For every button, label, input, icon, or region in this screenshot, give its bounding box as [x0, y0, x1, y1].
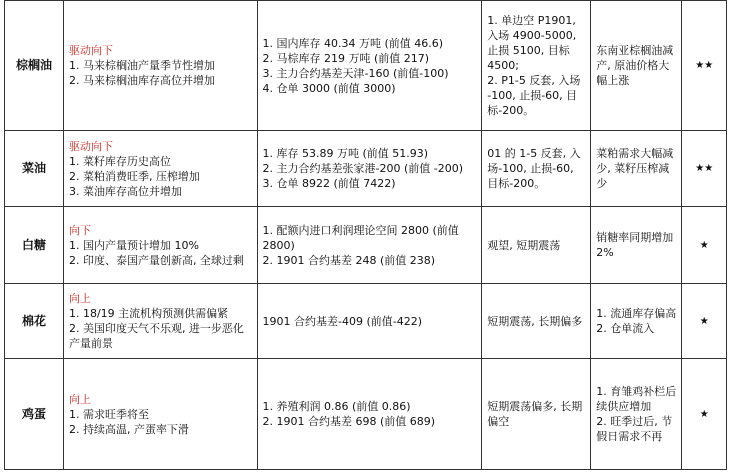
indicator-item: 3. 主力合约基差天津-160 (前值-100) — [262, 66, 449, 80]
indicator-item: 1. 库存 53.89 万吨 (前值 51.93) — [262, 147, 429, 160]
direction-label: 向上 — [68, 392, 91, 406]
commodity-name: 棉花 — [5, 284, 64, 359]
risk-cell — [591, 284, 682, 359]
driver-item: 1. 菜籽库存历史高位 — [68, 154, 171, 168]
strategy-cell — [482, 207, 591, 284]
indicator-item: 1. 养殖利润 0.86 (前值 0.86) — [262, 400, 411, 413]
risk-item: 2. 旺季过后, 节假日需求不再 — [596, 415, 673, 443]
strategy-item: 观望, 短期震荡 — [487, 238, 561, 252]
commodity-name: 白糖 — [5, 207, 64, 284]
risk-item: 东南亚棕榈油减产, 原油价格大幅上涨 — [596, 44, 674, 87]
strategy-cell — [482, 131, 591, 207]
risk-item: 销糖率同期增加 2% — [596, 231, 674, 259]
table-row — [5, 1, 727, 131]
risk-item: 2. 仓单流入 — [596, 322, 655, 335]
star-rating: ★ — [682, 359, 727, 470]
risk-cell — [591, 131, 682, 207]
strategy-item: 1. 单边空 P1901, 入场 4900-5000, 止损 5100, 目标 4500; — [487, 14, 577, 72]
indicator-cell — [257, 1, 482, 131]
direction-label: 向下 — [68, 223, 91, 237]
driver-cell — [63, 1, 257, 131]
direction-label: 驱动向下 — [68, 44, 113, 57]
strategy-cell — [482, 284, 591, 359]
driver-item: 1. 马来棕榈油产量季节性增加 — [68, 59, 215, 72]
indicator-cell — [257, 359, 482, 470]
driver-cell — [63, 131, 257, 207]
strategy-item: 01 的 1-5 反套, 入场-100, 止损-60, 目标-200。 — [487, 147, 581, 190]
indicator-item: 4. 仓单 3000 (前值 3000) — [262, 81, 396, 95]
risk-cell — [591, 207, 682, 284]
driver-item: 1. 国内产量预计增加 10% — [68, 238, 199, 252]
indicator-item: 3. 仓单 8922 (前值 7422) — [262, 177, 396, 190]
indicator-item: 2. 1901 合约基差 698 (前值 689) — [262, 415, 436, 428]
strategy-item: 短期震荡偏多, 长期偏空 — [487, 400, 583, 428]
commodity-name: 菜油 — [5, 131, 64, 207]
table-row — [5, 131, 727, 207]
table-body — [5, 1, 727, 470]
driver-item: 2. 美国印度天气不乐观, 进一步恶化产量前景 — [68, 322, 244, 350]
indicator-cell — [257, 131, 482, 207]
star-rating: ★★ — [682, 1, 727, 131]
table-row — [5, 284, 727, 359]
driver-item: 2. 马来棕榈油库存高位并增加 — [68, 74, 215, 87]
commodity-name: 棕榈油 — [5, 1, 64, 131]
indicator-item: 1901 合约基差-409 (前值-422) — [262, 314, 423, 328]
driver-item: 2. 印度、泰国产量创新高, 全球过剩 — [68, 253, 244, 267]
driver-item: 1. 18/19 主流机构预测供需偏紧 — [68, 307, 229, 320]
strategy-item: 短期震荡, 长期偏多 — [487, 314, 583, 328]
driver-item: 2. 持续高温, 产蛋率下滑 — [68, 422, 189, 436]
commodity-table — [4, 0, 727, 470]
risk-item: 1. 育雏鸡补栏后续供应增加 — [596, 385, 677, 413]
driver-cell — [63, 207, 257, 284]
strategy-cell — [482, 1, 591, 131]
indicator-cell — [257, 207, 482, 284]
strategy-cell — [482, 359, 591, 470]
indicator-item: 2. 马棕库存 219 万吨 (前值 217) — [262, 51, 430, 65]
risk-cell — [591, 359, 682, 470]
risk-item: 菜粕需求大幅减少, 菜籽压榨减少 — [596, 147, 674, 190]
table-row — [5, 207, 727, 284]
indicator-item: 2. 1901 合约基差 248 (前值 238) — [262, 253, 436, 267]
indicator-item: 1. 配额内进口利润理论空间 2800 (前值 2800) — [262, 223, 459, 252]
commodity-name: 鸡蛋 — [5, 359, 64, 470]
indicator-item: 2. 主力合约基差张家港-200 (前值 -200) — [262, 162, 464, 175]
star-rating: ★★ — [682, 131, 727, 207]
risk-item: 1. 流通库存偏高 — [596, 307, 677, 320]
star-rating: ★ — [682, 284, 727, 359]
indicator-cell — [257, 284, 482, 359]
table-row — [5, 359, 727, 470]
direction-label: 向上 — [68, 292, 91, 305]
driver-item: 3. 菜油库存高位并增加 — [68, 184, 182, 198]
direction-label: 驱动向下 — [68, 139, 113, 153]
indicator-item: 1. 国内库存 40.34 万吨 (前值 46.6) — [262, 36, 444, 50]
driver-item: 2. 菜粕消费旺季, 压榨增加 — [68, 169, 200, 183]
driver-item: 1. 需求旺季将至 — [68, 407, 149, 421]
star-rating: ★ — [682, 207, 727, 284]
strategy-item: 2. P1-5 反套, 入场 -100, 止损-60, 目标-200。 — [487, 74, 581, 117]
driver-cell — [63, 359, 257, 470]
risk-cell — [591, 1, 682, 131]
driver-cell — [63, 284, 257, 359]
